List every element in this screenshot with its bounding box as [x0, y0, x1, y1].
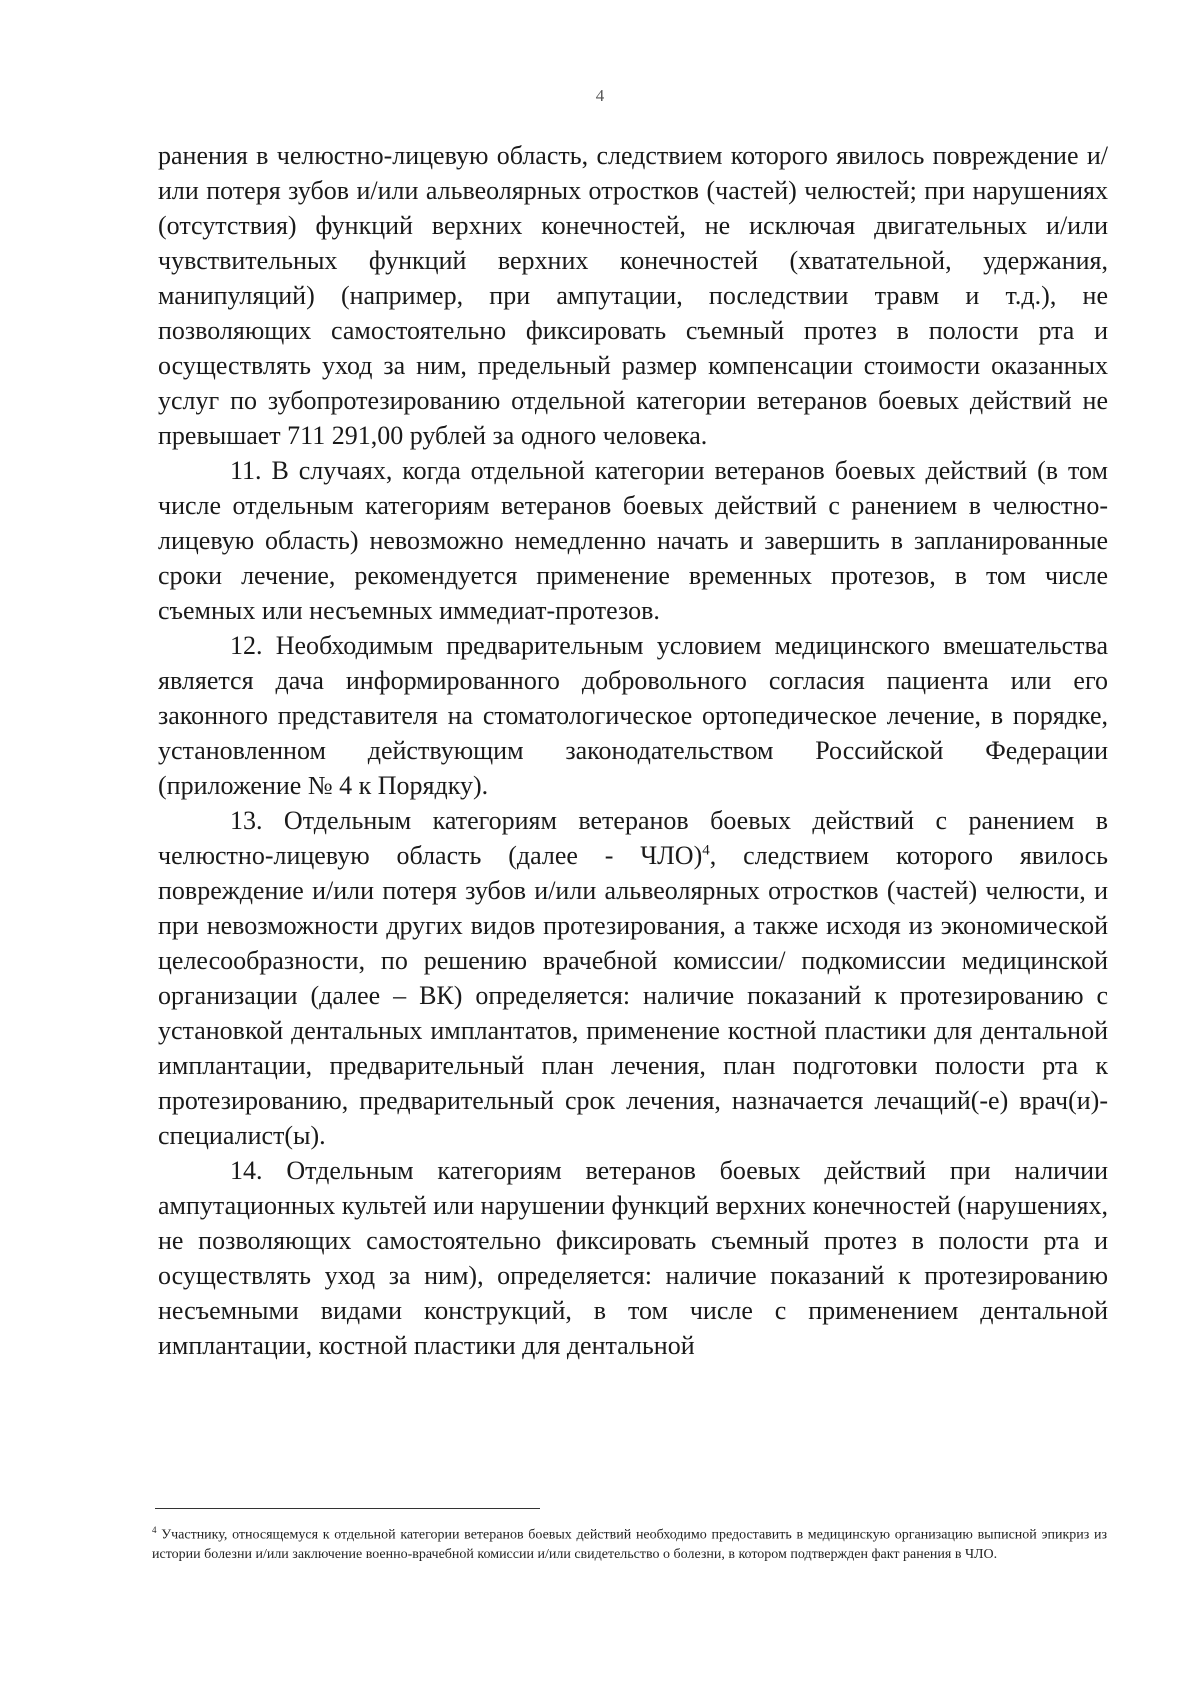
page-number: 4 [595, 86, 605, 105]
paragraph-12: 12. Необходимым предварительным условием медицинского вмешательства является дача информированного добровольного согласия пациента или его законного представителя на стоматологическое ортопедическое лечение, в порядке, установленном действующим законодательством Российской Федерации (приложение № 4 к Порядку). [158, 631, 1108, 800]
footnote-text: Участнику, относящемуся к отдельной категории ветеранов боевых действий необходимо предоставить в медицинскую организацию выписной эпикриз из истории болезни и/или заключение военно-врачебной комиссии и/или свидетельство о болезни, в котором подтвержден факт ранения в ЧЛО. [152, 1527, 1107, 1562]
paragraph-14: 14. Отдельным категориям ветеранов боевых действий при наличии ампутационных культей или нарушении функций верхних конечностей (нарушениях, не позволяющих самостоятельно фиксировать съемный протез в полости рта и осуществлять уход за ним), определяется: наличие показаний к протезированию несъемными видами конструкций, в том числе с применением дентальной имплантации, костной пластики для дентальной [158, 1156, 1108, 1360]
paragraph-13 [158, 803, 1108, 1153]
footnote [152, 1521, 1107, 1564]
footnote-reference: 4 [702, 842, 710, 859]
paragraph-13-part-b: , следствием которого явилось повреждение и/или потеря зубов и/или альвеолярных отростков (частей) челюсти, и при невозможности других видов протезирования, а также исходя из экономической целесообразности, по решению врачебной комиссии/ подкомиссии медицинской организации (далее – ВК) определяется: наличие показаний к протезированию с установкой дентальных имплантатов, применение костной пластики для дентальной имплантации, предварительный план лечения, план подготовки полости рта к протезированию, предварительный срок лечения, назначается лечащий(-е) врач(и)- специалист(ы). [158, 841, 1109, 1150]
document-body [158, 138, 1108, 1363]
paragraph-13-part-a: 13. Отдельным категориям ветеранов боевых действий с ранением в челюстно-лицевую область (далее - ЧЛО) [158, 806, 1108, 870]
footnote-divider [155, 1508, 540, 1509]
paragraph-11: 11. В случаях, когда отдельной категории ветеранов боевых действий (в том числе отдельным категориям ветеранов боевых действий с ранением в челюстно-лицевую область) невозможно немедленно начать и завершить в запланированные сроки лечение, рекомендуется применение временных протезов, в том числе съемных или несъемных иммедиат-протезов. [158, 456, 1108, 625]
footnote-marker: 4 [152, 1525, 157, 1535]
paragraph-continuation: ранения в челюстно-лицевую область, следствием которого явилось повреждение и/или потеря зубов и/или альвеолярных отростков (частей) челюстей; при нарушениях (отсутствия) функций верхних конечностей, не исключая двигательных и/или чувствительных функций верхних конечностей (хватательной, удержания, манипуляций) (например, при ампутации, последствии травм и т.д.), не позволяющих самостоятельно фиксировать съемный протез в полости рта и осуществлять уход за ним, предельный размер компенсации стоимости оказанных услуг по зубопротезированию отдельной категории ветеранов боевых действий не превышает 711 291,00 рублей за одного человека. [158, 141, 1108, 450]
